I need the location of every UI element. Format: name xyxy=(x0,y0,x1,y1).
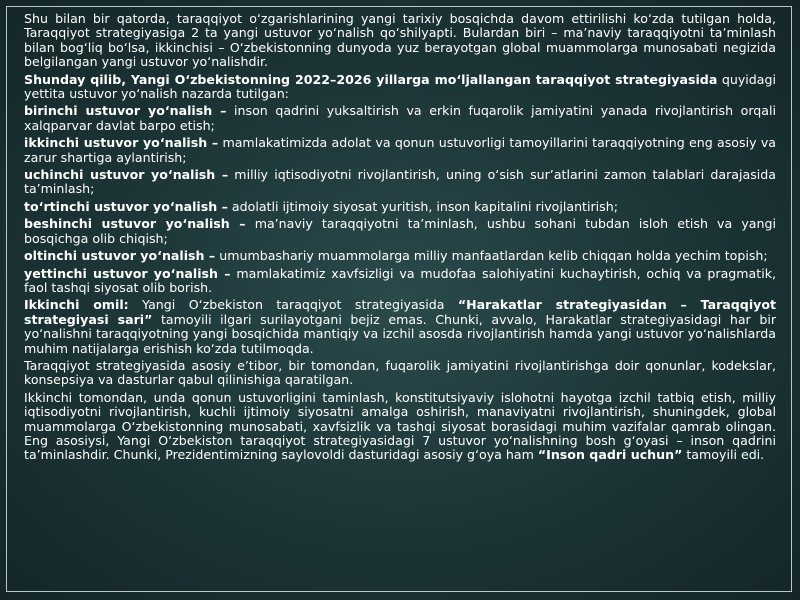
priority-text: milliy iqtisodiyotni rivojlantirish, uning o‘sish sur’atlarini zamon talablari darajasida ta’minlash; xyxy=(24,167,777,197)
priority-item-7 xyxy=(24,267,776,296)
paragraph-text: Ikkinchi tomondan, unda qonun ustuvorligini taminlash, konstitutsiyaviy islohotni hayotga izchil tatbiq etish, milliy iqtisodiyotni rivojlantirish, kuchli ijtimoiy siyosatni amalga oshirish, manaviyatni rivojlantirish, shuningdek, global muammolarga O‘zbekistonning munosabati, xavfsizlik va tashqi siyosat borasidagi muhim vazifalar qamrab olingan. Eng asosiysi, Yangi O‘zbekiston taraqqiyot strategiyasidagi 7 ustuvor yo‘nalishning bosh g‘oyasi – inson qadrini ta’minlashdir. Chunki, Prezidentimizning saylovoldi dasturidagi asosiy g‘oya ham xyxy=(24,389,776,463)
priority-text: umumbashariy muammolarga milliy manfaatlardan kelib chiqqan holda yechim topish; xyxy=(215,248,768,264)
priority-heading: yettinchi ustuvor yo‘nalish – xyxy=(24,265,231,281)
priority-item-3 xyxy=(24,168,776,197)
priority-text: mamlakatimiz xavfsizligi va mudofaa salohiyatini kuchaytirish, ochiq va pragmatik, faol tashqi siyosat olib borish. xyxy=(24,265,776,295)
priority-heading: to‘rtinchi ustuvor yo‘nalish – xyxy=(24,198,228,214)
priority-item-2 xyxy=(24,136,776,165)
paragraph-text: Shu bilan bir qatorda, taraqqiyot o‘zgarishlarining yangi tarixiy bosqichda davom ettirilishi ko‘zda tutilgan holda, Taraqqiyot strategiyasiga 2 ta yangi ustuvor yo‘nalish qo‘shilyapti. Bulardan biri – ma’naviy taraqqiyotni ta’minlash bilan bog‘liq bo‘lsa, ikkinchisi – O‘zbekistonning dunyoda yuz berayotgan global muammolarga munosabati negizida belgilangan yangi ustuvor yo‘nalishdir. xyxy=(24,11,776,70)
priority-item-6 xyxy=(24,249,776,263)
paragraph-second-factor xyxy=(24,298,776,356)
paragraph-text: Taraqqiyot strategiyasida asosiy e’tibor, bir tomondan, fuqarolik jamiyatini rivojlantirishga doir qonunlar, kodekslar, konsepsiya va dasturlar qabul qilinishiga qaratilgan. xyxy=(24,357,776,388)
paragraph-text-cont: tamoyili ilgari surilayotgani bejiz emas. Chunki, avvalo, Harakatlar strategiyasidagi har bir yo‘nalishni taraqqiyotning yangi bosqichida mantiqiy va izchil asosda rivojlantirish hamda yangi ustuvor yo‘nalishlarda muhim natijalarga erishish ko‘zda tutilmoqda. xyxy=(24,311,776,356)
paragraph-conclusion xyxy=(24,391,776,463)
paragraph-text-cont: tamoyili edi. xyxy=(682,447,765,463)
priority-item-5 xyxy=(24,217,776,246)
priority-text: inson qadrini yuksaltirish va erkin fuqarolik jamiyatini yanada rivojlantirish orqali xalqparvar davlat barpo etish; xyxy=(24,103,777,133)
paragraph-focus xyxy=(24,359,776,388)
priority-text: ma’naviy taraqqiyotni ta’minlash, ushbu sohani tubdan isloh etish va yangi bosqichga olib chiqish; xyxy=(24,216,776,246)
priority-heading: uchinchi ustuvor yo‘nalish – xyxy=(24,167,229,183)
priority-item-4 xyxy=(24,200,776,214)
paragraph-quote: “Inson qadri uchun” xyxy=(537,447,683,463)
priority-heading: birinchi ustuvor yo‘nalish – xyxy=(24,103,227,119)
paragraph-lead: Shunday qilib, Yangi O‘zbekistonning 2022–2026 yillarga mo‘ljallangan taraqqiyot strategiyasida xyxy=(24,71,718,87)
paragraph-text: Yangi O‘zbekiston taraqqiyot strategiyasida xyxy=(128,297,458,313)
document-body xyxy=(24,12,776,466)
paragraph-text: quyidagi yettita ustuvor yo‘nalish nazarda tutilgan: xyxy=(24,71,777,102)
paragraph-intro xyxy=(24,12,776,70)
paragraph-quote: “Harakatlar strategiyasidan – Taraqqiyot strategiyasi sari” xyxy=(24,297,777,327)
priority-heading: oltinchi ustuvor yo‘nalish – xyxy=(24,248,216,264)
priority-text: mamlakatimizda adolat va qonun ustuvorligi tamoyillarini taraqqiyotning eng asosiy va zarur shartiga aylantirish; xyxy=(24,135,776,165)
paragraph-lead: Ikkinchi omil: xyxy=(24,297,129,313)
priority-heading: ikkinchi ustuvor yo‘nalish – xyxy=(24,135,219,151)
priority-item-1 xyxy=(24,104,776,133)
paragraph-strategy-summary xyxy=(24,73,776,102)
priority-text: adolatli ijtimoiy siyosat yuritish, inson kapitalini rivojlantirish; xyxy=(227,198,618,214)
priority-heading: beshinchi ustuvor yo‘nalish – xyxy=(24,216,246,232)
